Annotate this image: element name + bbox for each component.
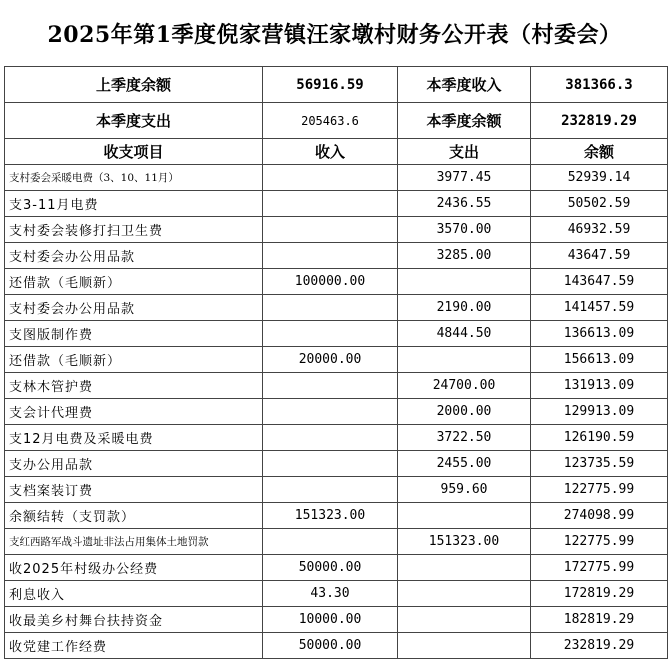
row-item: 支村委会办公用品款 (5, 243, 263, 269)
finance-table (4, 66, 668, 659)
page-title: 2025年第1季度倪家营镇汪家墩村财务公开表（村委会） (47, 21, 622, 48)
row-expense (398, 633, 531, 659)
row-income: 151323.00 (263, 503, 398, 529)
row-income (263, 321, 398, 347)
table-row (5, 217, 668, 243)
table-row (5, 191, 668, 217)
row-expense (398, 347, 531, 373)
column-header-expense: 支出 (398, 139, 531, 165)
row-balance: 232819.29 (531, 633, 668, 659)
row-item: 支图版制作费 (5, 321, 263, 347)
row-income (263, 477, 398, 503)
row-balance: 43647.59 (531, 243, 668, 269)
row-item: 支会计代理费 (5, 399, 263, 425)
row-expense (398, 555, 531, 581)
row-expense: 2000.00 (398, 399, 531, 425)
column-header-item: 收支项目 (5, 139, 263, 165)
table-row (5, 477, 668, 503)
row-income (263, 529, 398, 555)
expense-value: 205463.6 (263, 103, 398, 139)
table-row (5, 399, 668, 425)
table-row (5, 503, 668, 529)
row-expense (398, 269, 531, 295)
row-balance: 182819.29 (531, 607, 668, 633)
table-row (5, 633, 668, 659)
table-row (5, 581, 668, 607)
row-item: 还借款（毛顺新） (5, 347, 263, 373)
table-row (5, 295, 668, 321)
row-income (263, 191, 398, 217)
row-item: 支村委会办公用品款 (5, 295, 263, 321)
row-income: 50000.00 (263, 633, 398, 659)
table-row (5, 347, 668, 373)
row-expense: 3977.45 (398, 165, 531, 191)
summary-row-1 (5, 67, 668, 103)
prev-balance-label: 上季度余额 (5, 67, 263, 103)
row-balance: 143647.59 (531, 269, 668, 295)
row-income (263, 399, 398, 425)
row-income (263, 165, 398, 191)
row-expense: 959.60 (398, 477, 531, 503)
row-balance: 136613.09 (531, 321, 668, 347)
row-expense: 151323.00 (398, 529, 531, 555)
column-header-balance: 余额 (531, 139, 668, 165)
column-header-row (5, 139, 668, 165)
row-expense: 3570.00 (398, 217, 531, 243)
row-income (263, 425, 398, 451)
row-expense: 3285.00 (398, 243, 531, 269)
table-row (5, 425, 668, 451)
prev-balance-value: 56916.59 (263, 67, 398, 103)
row-income (263, 217, 398, 243)
row-item: 收最美乡村舞台扶持资金 (5, 607, 263, 633)
column-header-income: 收入 (263, 139, 398, 165)
summary-row-2 (5, 103, 668, 139)
table-row (5, 529, 668, 555)
row-income: 20000.00 (263, 347, 398, 373)
row-item: 利息收入 (5, 581, 263, 607)
row-income: 43.30 (263, 581, 398, 607)
row-balance: 46932.59 (531, 217, 668, 243)
row-income: 50000.00 (263, 555, 398, 581)
row-income (263, 373, 398, 399)
income-value: 381366.3 (531, 67, 668, 103)
row-balance: 122775.99 (531, 529, 668, 555)
row-income: 100000.00 (263, 269, 398, 295)
balance-label: 本季度余额 (398, 103, 531, 139)
row-balance: 123735.59 (531, 451, 668, 477)
table-row (5, 451, 668, 477)
row-expense: 2436.55 (398, 191, 531, 217)
row-balance: 141457.59 (531, 295, 668, 321)
row-expense (398, 607, 531, 633)
balance-value: 232819.29 (531, 103, 668, 139)
row-item: 收2025年村级办公经费 (5, 555, 263, 581)
row-item: 还借款（毛顺新） (5, 269, 263, 295)
table-row (5, 243, 668, 269)
table-row (5, 607, 668, 633)
row-balance: 172775.99 (531, 555, 668, 581)
row-income (263, 451, 398, 477)
row-income (263, 243, 398, 269)
row-item: 收党建工作经费 (5, 633, 263, 659)
row-expense: 2455.00 (398, 451, 531, 477)
row-balance: 50502.59 (531, 191, 668, 217)
row-item: 支档案装订费 (5, 477, 263, 503)
row-item: 支红西路军战斗遗址非法占用集体土地罚款 (5, 529, 263, 555)
table-row (5, 269, 668, 295)
row-item: 支办公用品款 (5, 451, 263, 477)
row-item: 余额结转（支罚款） (5, 503, 263, 529)
row-expense (398, 503, 531, 529)
row-balance: 126190.59 (531, 425, 668, 451)
row-item: 支林木管护费 (5, 373, 263, 399)
row-income (263, 295, 398, 321)
table-row (5, 373, 668, 399)
income-label: 本季度收入 (398, 67, 531, 103)
row-balance: 131913.09 (531, 373, 668, 399)
row-item: 支12月电费及采暖电费 (5, 425, 263, 451)
row-item: 支村委会采暖电费（3、10、11月） (5, 165, 263, 191)
table-row (5, 165, 668, 191)
table-row (5, 555, 668, 581)
expense-label: 本季度支出 (5, 103, 263, 139)
row-balance: 122775.99 (531, 477, 668, 503)
row-balance: 274098.99 (531, 503, 668, 529)
table-row (5, 321, 668, 347)
row-expense: 4844.50 (398, 321, 531, 347)
row-balance: 129913.09 (531, 399, 668, 425)
row-expense: 24700.00 (398, 373, 531, 399)
row-expense (398, 581, 531, 607)
row-expense: 3722.50 (398, 425, 531, 451)
row-balance: 172819.29 (531, 581, 668, 607)
row-balance: 156613.09 (531, 347, 668, 373)
row-expense: 2190.00 (398, 295, 531, 321)
row-item: 支3-11月电费 (5, 191, 263, 217)
row-income: 10000.00 (263, 607, 398, 633)
row-item: 支村委会装修打扫卫生费 (5, 217, 263, 243)
row-balance: 52939.14 (531, 165, 668, 191)
